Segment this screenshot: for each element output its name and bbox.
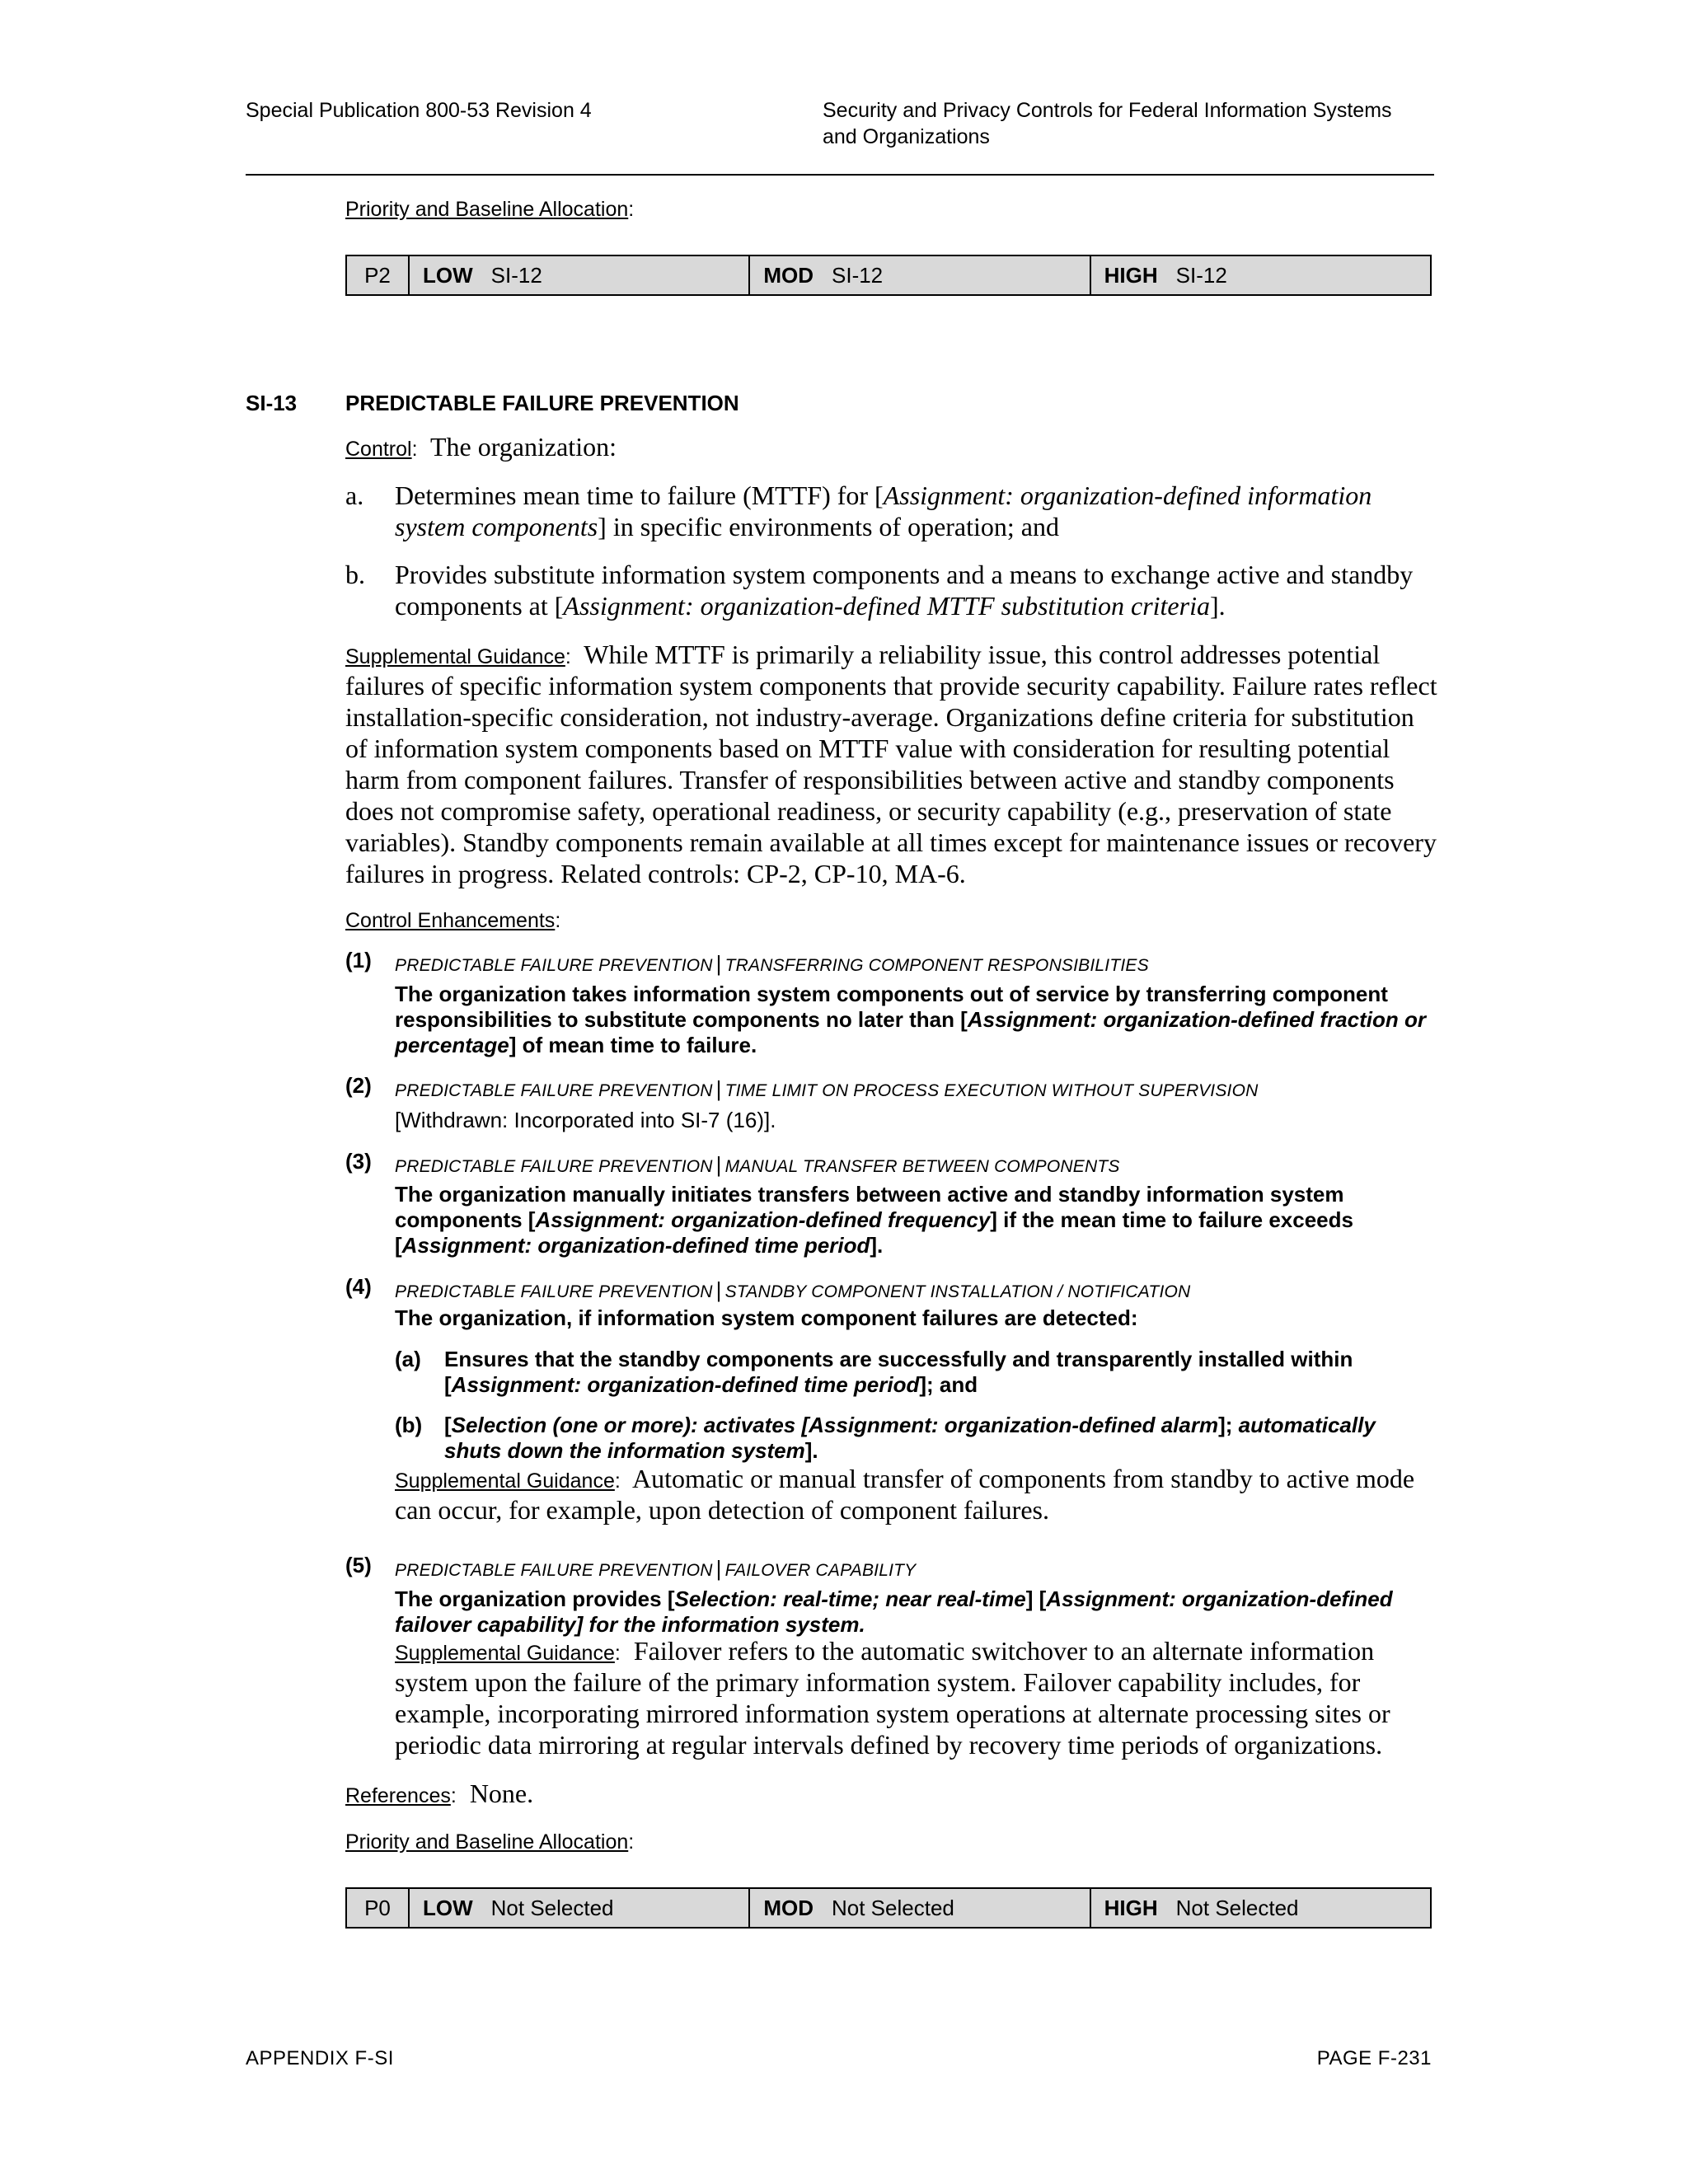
- mod-cell: MOD Not Selected: [750, 1889, 1090, 1927]
- header-right: [823, 97, 1449, 150]
- control-id: SI-13: [246, 391, 298, 415]
- footer-left: APPENDIX F-SI: [246, 2047, 394, 2069]
- header-rule: [246, 174, 1434, 176]
- enhancement-4-body: The organization, if information system component failures are detected:: [395, 1305, 1138, 1330]
- enhancement-3-title: PREDICTABLE FAILURE PREVENTION | MANUAL TRANSFER BETWEEN COMPONENTS: [395, 1152, 1120, 1177]
- enhancement-5-body: The organization provides [Selection: real-time; near real-time] [Assignment: organization-defined failover capability] for the information system.: [395, 1586, 1393, 1637]
- header-right-line1: Security and Privacy Controls for Federal Information Systems: [823, 99, 1392, 122]
- enhancement-4-title: PREDICTABLE FAILURE PREVENTION | STANDBY COMPONENT INSTALLATION / NOTIFICATION: [395, 1277, 1191, 1302]
- enhancement-3-body: The organization manually initiates transfers between active and standby information system components [Assignment: organization-defined frequency] if the mean time to failure exceeds [Assignment: organization-defined time period].: [395, 1182, 1353, 1258]
- enhancement-2-number: (2): [345, 1073, 372, 1098]
- enhancement-4-number: (4): [345, 1274, 372, 1299]
- control-intro: Control: The organization:: [345, 432, 617, 462]
- header-left: Special Publication 800-53 Revision 4: [246, 99, 592, 122]
- enhancement-2-withdrawn: [Withdrawn: Incorporated into SI-7 (16)].: [395, 1108, 776, 1132]
- priority-cell: P2: [347, 256, 410, 294]
- enhancement-4-item-b: [Selection (one or more): activates [Assignment: organization-defined alarm]; automatically shuts down the information system].: [444, 1413, 1376, 1463]
- control-item-b: b. Provides substitute information system components and a means to exchange active and standby components at [Assignment: organization-defined MTTF substitution criteria].: [345, 560, 1414, 621]
- references: References: None.: [345, 1779, 534, 1808]
- enhancement-5-title: PREDICTABLE FAILURE PREVENTION | FAILOVER CAPABILITY: [395, 1556, 917, 1581]
- control-item-a: a. Determines mean time to failure (MTTF) for [Assignment: organization-defined information system components] in specific environments of operation; and: [345, 480, 1372, 541]
- high-cell: HIGH Not Selected: [1104, 1895, 1299, 1920]
- enhancement-3-number: (3): [345, 1149, 372, 1174]
- enhancement-5-number: (5): [345, 1553, 372, 1577]
- top-allocation-table: [345, 255, 1432, 296]
- control-title: PREDICTABLE FAILURE PREVENTION: [345, 391, 739, 415]
- footer-right: PAGE F-231: [1316, 2047, 1432, 2069]
- enhancement-4-item-b-marker: (b): [395, 1413, 423, 1437]
- enhancement-1-body: The organization takes information system components out of service by transferring component responsibilities to substitute components no later than [Assignment: organization-defined fraction or percentage] of mean time to failure.: [395, 982, 1426, 1057]
- enhancement-5-guidance: Supplemental Guidance: Failover refers to the automatic switchover to an alternate information system upon the failure of the primary information system. Failover capability includes, for example, incorporating mirrored information system operations at alternate processing sites or periodic data mirroring at regular intervals defined by recovery time periods of organizations.: [395, 1636, 1390, 1760]
- low-cell: LOW SI-12: [410, 256, 750, 294]
- mod-cell: MOD SI-12: [750, 256, 1090, 294]
- enhancement-1-number: (1): [345, 948, 372, 972]
- high-cell: HIGH SI-12: [1104, 262, 1227, 288]
- enhancement-4-item-a-marker: (a): [395, 1347, 421, 1371]
- enhancement-1-title: PREDICTABLE FAILURE PREVENTION | TRANSFERRING COMPONENT RESPONSIBILITIES: [395, 951, 1149, 976]
- top-allocation-label: Priority and Baseline Allocation:: [345, 198, 635, 221]
- enhancement-4-guidance: Supplemental Guidance: Automatic or manual transfer of components from standby to active mode can occur, for example, upon detection of component failures.: [395, 1464, 1415, 1525]
- header-right-line2: and Organizations: [823, 125, 990, 148]
- enhancement-4-item-a: Ensures that the standby components are successfully and transparently installed within [Assignment: organization-defined time period]; and: [444, 1347, 1353, 1397]
- bottom-allocation-label: Priority and Baseline Allocation:: [345, 1830, 635, 1854]
- control-enhancements-label: Control Enhancements:: [345, 909, 561, 932]
- enhancement-2-title: PREDICTABLE FAILURE PREVENTION | TIME LIMIT ON PROCESS EXECUTION WITHOUT SUPERVISION: [395, 1076, 1259, 1101]
- supplemental-guidance: Supplemental Guidance: While MTTF is primarily a reliability issue, this control addresses potential failures of specific information system components that provide security capability. Failure rates reflect installation-specific consideration, not industry-average. Organizations define criteria for substitution of information system components based on MTTF value with consideration for resulting potential harm from component failures. Transfer of responsibilities between active and standby components does not compromise safety, operational readiness, or security capability (e.g., preservation of state variables). Standby components remain available at all times except for maintenance issues or recovery failures in progress. Related controls: CP-2, CP-10, MA-6.: [345, 640, 1437, 888]
- low-cell: LOW Not Selected: [410, 1889, 750, 1927]
- bottom-allocation-table: [345, 1887, 1432, 1929]
- priority-cell: P0: [347, 1889, 410, 1927]
